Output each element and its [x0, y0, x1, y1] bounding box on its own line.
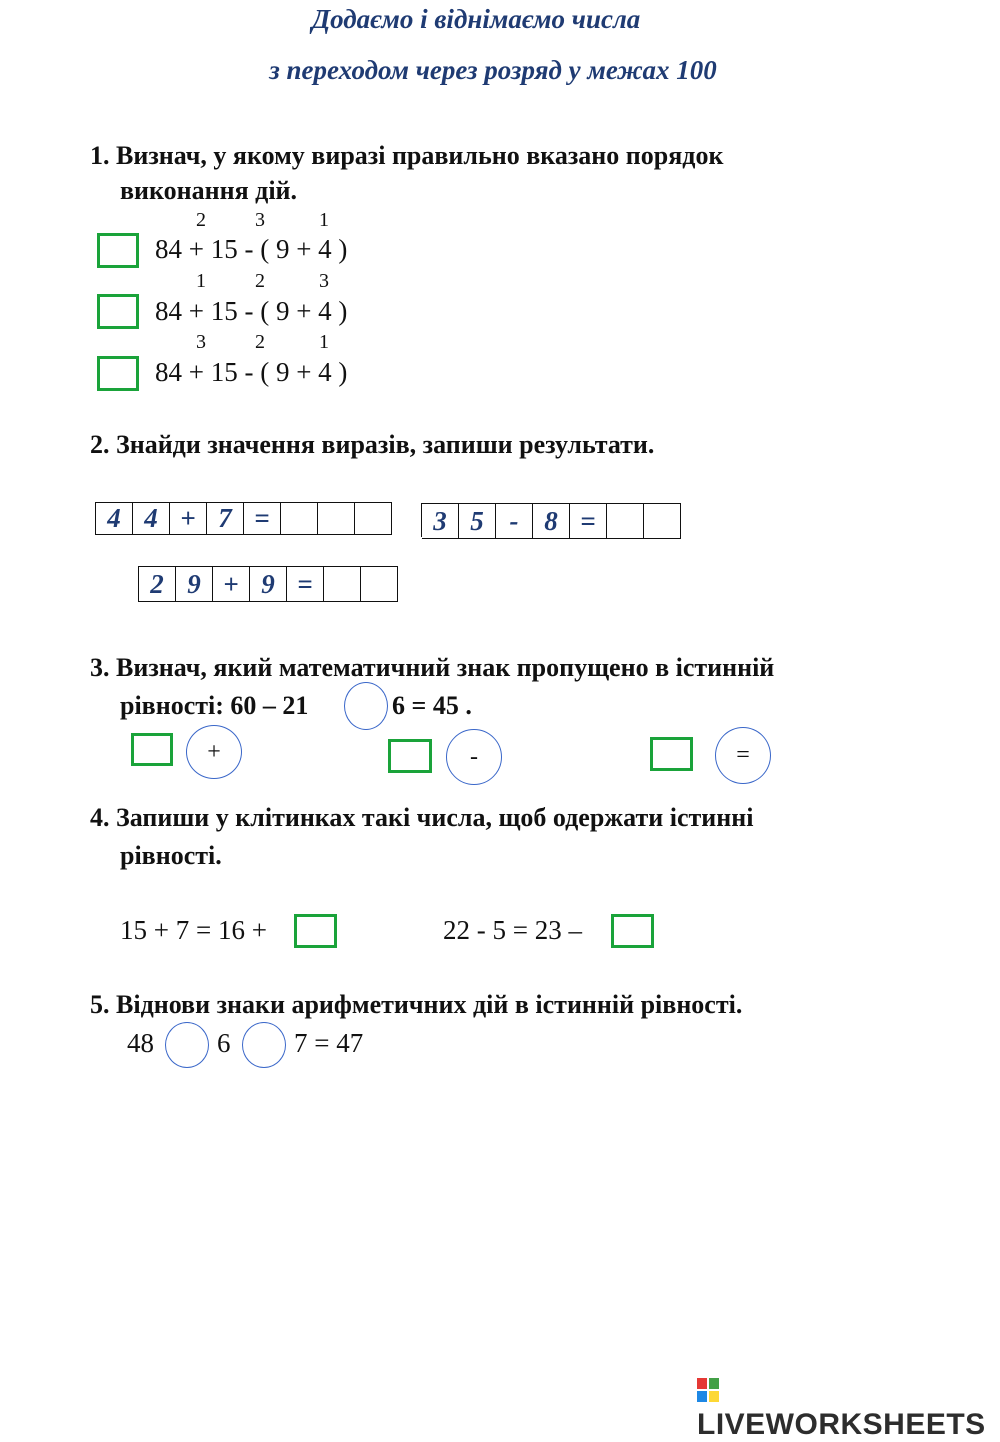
number: 6 [217, 1028, 231, 1058]
answer-cell[interactable] [281, 503, 318, 535]
logo-text: LIVEWORKSHEETS [697, 1408, 986, 1441]
grid-cell: 3 [422, 504, 459, 539]
page-title-line2: з переходом через розряд у межах 100 [269, 55, 717, 85]
order-number: 2 [255, 270, 265, 292]
sign-choice-circle: - [446, 729, 502, 785]
expression-grid [95, 502, 392, 535]
order-number: 3 [196, 331, 206, 353]
task2-heading: 2. Знайди значення виразів, запиши результати. [90, 430, 655, 459]
grid-cell: + [170, 503, 207, 535]
task5-heading: 5. Віднови знаки арифметичних дій в істинній рівності. [90, 990, 743, 1019]
order-number: 1 [319, 331, 329, 353]
expression: 84 + 15 - ( 9 + 4 ) [155, 234, 348, 264]
equation-2: 22 - 5 = 23 – [443, 915, 582, 945]
expression: 84 + 15 - ( 9 + 4 ) [155, 296, 348, 326]
expression-grid [138, 566, 398, 602]
grid-cell: = [244, 503, 281, 535]
grid-cell: 4 [133, 503, 170, 535]
order-number: 3 [319, 270, 329, 292]
grid-cell: 5 [459, 504, 496, 539]
missing-sign-circle [344, 682, 388, 730]
sign-input-circle[interactable] [242, 1022, 286, 1068]
grid-cell: - [496, 504, 533, 539]
answer-cell[interactable] [607, 504, 644, 539]
liveworksheets-logo [697, 1374, 1000, 1442]
order-number: 1 [319, 209, 329, 231]
order-number: 2 [196, 209, 206, 231]
grid-cell: 8 [533, 504, 570, 539]
answer-checkbox[interactable] [650, 737, 693, 771]
answer-cell[interactable] [324, 567, 361, 602]
answer-checkbox[interactable] [97, 233, 139, 268]
answer-checkbox[interactable] [131, 733, 173, 766]
page-title-line1: Додаємо і віднімаємо числа [311, 4, 641, 34]
number: 7 = 47 [294, 1028, 364, 1058]
answer-cell[interactable] [644, 504, 681, 539]
answer-cell[interactable] [318, 503, 355, 535]
liveworksheets-mark-icon [697, 1378, 719, 1402]
grid-cell: 2 [139, 567, 176, 602]
answer-checkbox[interactable] [97, 294, 139, 329]
order-number: 3 [255, 209, 265, 231]
task1-heading-line1: 1. Визнач, у якому виразі правильно вказано порядок [90, 141, 724, 170]
sign-choice-circle: + [186, 725, 242, 779]
expression: 84 + 15 - ( 9 + 4 ) [155, 357, 348, 387]
grid-cell: + [213, 567, 250, 602]
order-number: 1 [196, 270, 206, 292]
expression-grid [421, 503, 681, 537]
grid-cell: 4 [96, 503, 133, 535]
answer-cell[interactable] [361, 567, 398, 602]
answer-cell[interactable] [355, 503, 392, 535]
grid-cell: = [570, 504, 607, 539]
grid-cell: 7 [207, 503, 244, 535]
task4-heading-line1: 4. Запиши у клітинках такі числа, щоб одержати істинні [90, 803, 754, 832]
answer-box[interactable] [294, 914, 337, 948]
answer-box[interactable] [611, 914, 654, 948]
sign-choice-circle: = [715, 727, 771, 784]
task3-heading-line2b: 6 = 45 . [392, 691, 472, 720]
number: 48 [127, 1028, 154, 1058]
task4-heading-line2: рівності. [120, 841, 222, 870]
order-number: 2 [255, 331, 265, 353]
task1-heading-line2: виконання дій. [120, 176, 298, 205]
answer-checkbox[interactable] [97, 356, 139, 391]
sign-input-circle[interactable] [165, 1022, 209, 1068]
grid-cell: 9 [176, 567, 213, 602]
grid-cell: 9 [250, 567, 287, 602]
grid-cell: = [287, 567, 324, 602]
task3-heading-line2a: рівності: 60 – 21 [120, 691, 309, 720]
answer-checkbox[interactable] [388, 739, 432, 773]
equation-1: 15 + 7 = 16 + [120, 915, 267, 945]
task3-heading-line1: 3. Визнач, який математичний знак пропущено в істинній [90, 653, 775, 682]
